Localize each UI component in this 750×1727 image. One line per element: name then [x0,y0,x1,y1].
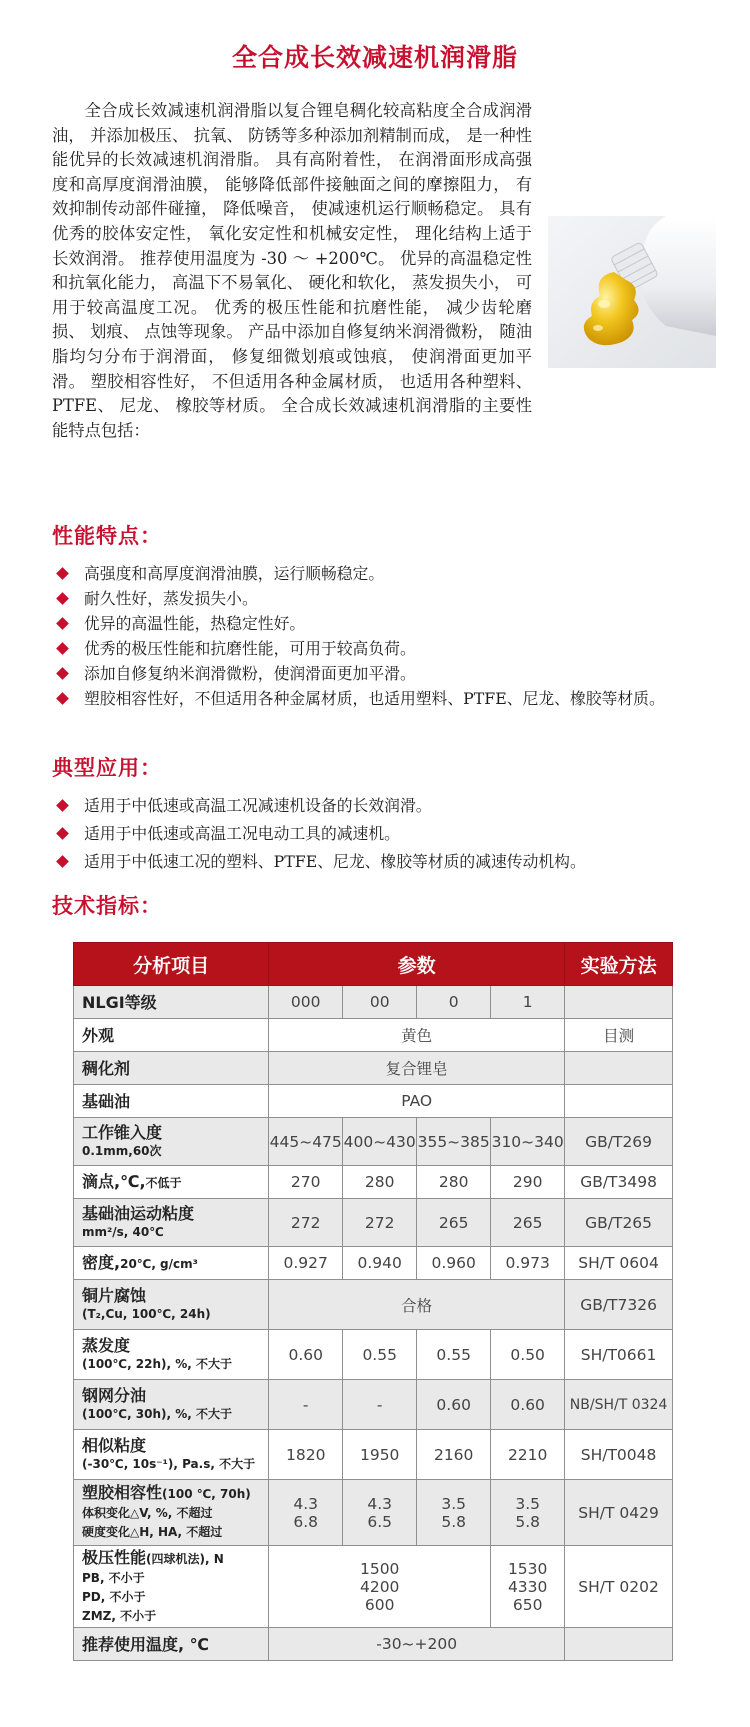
diamond-bullet-icon [56,642,69,655]
diamond-bullet-icon [56,827,69,840]
applications-list [52,793,732,874]
table-row: 推荐使用温度, ℃ -30~+200 [74,1628,673,1661]
applications-heading: 典型应用： [52,756,162,780]
list-item: 优异的高温性能，热稳定性好。 [52,611,702,636]
table-row: 基础油 PAO [74,1085,673,1118]
product-photo [548,216,716,368]
table-row: 工作锥入度 0.1mm,60次 445~475 400~430 355~385 310~340 GB/T269 [74,1118,673,1166]
spec-table [73,942,673,1661]
diamond-bullet-icon [56,617,69,630]
intro-paragraph [52,99,532,443]
table-row: 稠化剂 复合锂皂 [74,1052,673,1085]
table-row: 钢网分油 (100℃, 30h), %, 不大于 - - 0.60 0.60 NB/SH/T 0324 [74,1380,673,1430]
features-list [52,561,702,711]
list-item: 适用于中低速或高温工况减速机设备的长效润滑。 [52,793,732,818]
list-item: 耐久性好，蒸发损失小。 [52,586,702,611]
table-header-row [74,943,673,986]
list-item: 适用于中低速工况的塑料、PTFE、尼龙、橡胶等材质的减速传动机构。 [52,849,732,874]
header-method: 实验方法 [565,943,673,986]
intro-text: 全合成长效减速机润滑脂以复合锂皂稠化较高粘度全合成润滑油， 并添加极压、 抗氧、 防锈等多种添加剂精制而成， 是一种性能优异的长效减速机润滑脂。 具有高附着性， 在润滑面形成高强度和高厚度润滑油膜， 能够降低部件接触面之间的摩擦阻力， 有效抑制传动部件碰撞， 降低噪音， 使减速机运行顺畅稳定。 具有优秀的胶体安定性， 氧化安定性和机械安定性， 理化结构上适于长效润滑。 推荐使用温度为 -30 ～ +200℃。 优异的高温稳定性和抗氧化能力， 高温下不易氧化、 硬化和软化， 蒸发损失小， 可用于较高温度工况。 优秀的极压性能和抗磨性能， 减少齿轮磨损、 划痕、 点蚀等现象。 产品中添加自修复纳米润滑微粉， 随油脂均匀分布于润滑面， 修复细微划痕或蚀痕， 使润滑面更加平滑。 塑胶相容性好， 不但适用各种金属材质， 也适用各种塑料、 PTFE、 尼龙、 橡胶等材质。 全合成长效减速机润滑脂的主要性能特点包括： [52,101,532,440]
list-item: 塑胶相容性好，不但适用各种金属材质，也适用塑料、PTFE、尼龙、橡胶等材质。 [52,686,702,711]
table-row: 外观 黄色 目测 [74,1019,673,1052]
header-params: 参数 [269,943,565,986]
table-row: NLGI等级 000 00 0 1 [74,986,673,1019]
diamond-bullet-icon [56,692,69,705]
list-item: 高强度和高厚度润滑油膜，运行顺畅稳定。 [52,561,702,586]
diamond-bullet-icon [56,567,69,580]
header-item: 分析项目 [74,943,269,986]
diamond-bullet-icon [56,667,69,680]
list-item: 添加自修复纳米润滑微粉，使润滑面更加平滑。 [52,661,702,686]
table-row: 蒸发度 (100℃, 22h), %, 不大于 0.60 0.55 0.55 0.50 SH/T0661 [74,1330,673,1380]
table-row: 相似粘度 (-30℃, 10s⁻¹), Pa.s, 不大于 1820 1950 2160 2210 SH/T0048 [74,1430,673,1480]
diamond-bullet-icon [56,799,69,812]
spec-heading: 技术指标： [52,894,162,918]
table-row: 铜片腐蚀 (T₂,Cu, 100℃, 24h) 合格 GB/T7326 [74,1280,673,1330]
table-row: 塑胶相容性(100 ℃, 70h) 体积变化△V, %, 不超过 硬度变化△H, HA, 不超过 4.3 6.8 4.3 6.5 3.5 5.8 3.5 5.8 SH/T 0429 [74,1480,673,1546]
table-row: 极压性能(四球机法), N PB, 不小于 PD, 不小于 ZMZ, 不小于 1500 4200 600 1530 4330 650 SH/T 0202 [74,1546,673,1628]
grease-tube-image [548,216,716,368]
page-title: 全合成长效减速机润滑脂 [231,43,518,72]
table-row: 滴点,℃,不低于 270 280 280 290 GB/T3498 [74,1166,673,1199]
list-item: 优秀的极压性能和抗磨性能，可用于较高负荷。 [52,636,702,661]
diamond-bullet-icon [56,855,69,868]
features-heading: 性能特点： [52,524,162,548]
table-row: 密度,20℃, g/cm³ 0.927 0.940 0.960 0.973 SH/T 0604 [74,1247,673,1280]
list-item: 适用于中低速或高温工况电动工具的减速机。 [52,821,732,846]
table-row: 基础油运动粘度 mm²/s, 40℃ 272 272 265 265 GB/T265 [74,1199,673,1247]
diamond-bullet-icon [56,592,69,605]
